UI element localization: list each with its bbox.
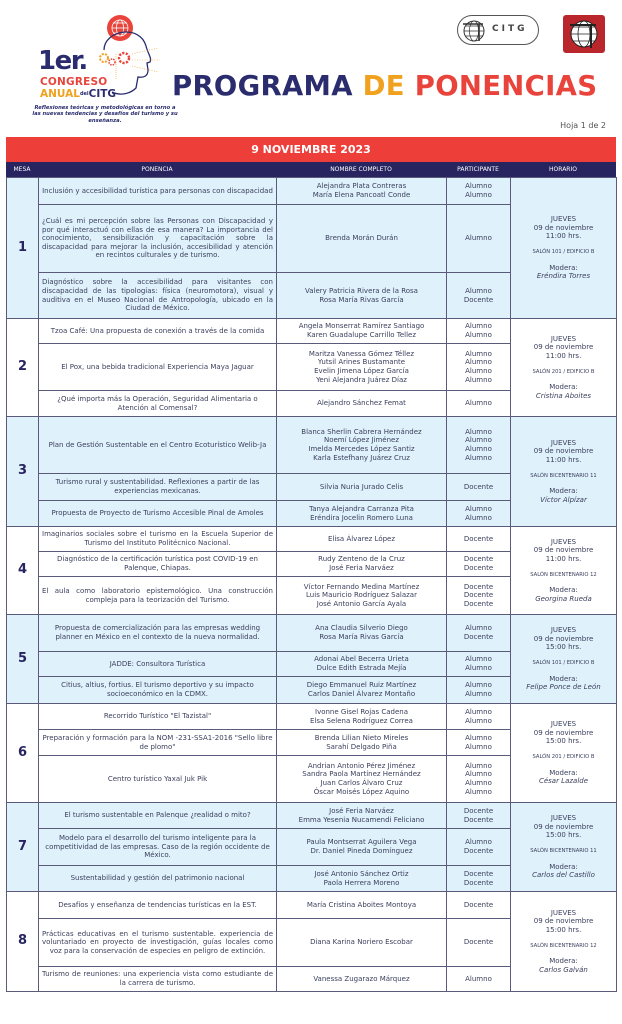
participant-names bbox=[277, 919, 447, 967]
participant-roles bbox=[447, 391, 511, 417]
moderator-name: Georgina Rueda bbox=[535, 594, 592, 603]
participant-name: José Antonio Sánchez Ortiz bbox=[314, 869, 409, 878]
participant-name: Juan Carlos Álvaro Cruz bbox=[320, 779, 403, 787]
participant-roles bbox=[447, 344, 511, 391]
mesa-number: 2 bbox=[7, 319, 39, 417]
ponencia-title: Desafíos y enseñanza de tendencias turísticas en la EST. bbox=[39, 892, 277, 919]
logo-anual-text bbox=[40, 88, 116, 100]
horario-date: 09 de noviembre bbox=[533, 447, 594, 456]
moderator-name: César Lazalde bbox=[538, 777, 589, 786]
participant-names bbox=[277, 319, 447, 344]
participant-name: Dulce Edith Estrada Mejía bbox=[316, 664, 407, 672]
table-row bbox=[7, 417, 617, 474]
participant-names bbox=[277, 527, 447, 552]
participant-role: Alumno bbox=[465, 504, 492, 513]
participant-role: Docente bbox=[463, 534, 494, 543]
ponencia-title: Tzoa Café: Una propuesta de conexión a través de la comida bbox=[39, 319, 277, 344]
ponencia-title: Plan de Gestión Sustentable en el Centro Ecoturístico Welib-Ja bbox=[39, 417, 277, 474]
mesa-number: 7 bbox=[7, 803, 39, 892]
participant-name: Adonai Abel Becerra Urieta bbox=[314, 655, 409, 664]
ponencia-title: Preparación y formación para la NOM -231-SSA1-2016 "Sello libre de plomo" bbox=[39, 730, 277, 756]
moderator-label: Modera: bbox=[549, 383, 578, 392]
participant-name: Rosa María Rivas García bbox=[319, 295, 404, 304]
moderator-label: Modera: bbox=[549, 263, 578, 272]
ponencia-title: JADDE: Consultora Turística bbox=[39, 652, 277, 677]
table-row bbox=[7, 704, 617, 730]
horario-salon: SALÓN BICENTENARIO 12 bbox=[530, 942, 597, 949]
participant-name: Alejandro Sánchez Femat bbox=[317, 399, 406, 408]
mesa-number: 5 bbox=[7, 615, 39, 704]
participant-name: Evelin Jimena López García bbox=[314, 367, 409, 375]
participant-names bbox=[277, 756, 447, 803]
horario-time: 15:00 hrs. bbox=[545, 737, 582, 746]
participant-role: Docente bbox=[463, 900, 494, 909]
participant-name: Karen Guadalupe Carrillo Tellez bbox=[306, 331, 417, 339]
participant-names bbox=[277, 391, 447, 417]
ponencia-title: Diagnóstico de la certificación turística post COVID-19 en Palenque, Chiapas. bbox=[39, 552, 277, 577]
participant-name: Emma Yesenia Nucamendi Feliciano bbox=[298, 815, 425, 824]
participant-role: Alumno bbox=[465, 690, 492, 698]
table-row bbox=[7, 615, 617, 652]
participant-name: Angela Monserrat Ramírez Santiago bbox=[298, 322, 425, 331]
horario-salon: SALÓN 101 / EDIFICIO B bbox=[532, 249, 595, 255]
ponencia-title: Propuesta de Proyecto de Turismo Accesible Pinal de Amoles bbox=[39, 501, 277, 527]
page-title bbox=[172, 70, 597, 102]
participant-role: Docente bbox=[463, 633, 494, 641]
participant-roles bbox=[447, 552, 511, 577]
ponencia-title: Turismo de reuniones: una experiencia vista como estudiante de la carrera de turismo. bbox=[39, 967, 277, 992]
mesa-number: 8 bbox=[7, 892, 39, 992]
participant-roles bbox=[447, 866, 511, 892]
participant-role: Alumno bbox=[465, 513, 492, 522]
ponencia-title: ¿Qué importa más la Operación, Seguridad Alimentaria o Atención al Comensal? bbox=[39, 391, 277, 417]
participant-name: Brenda Morán Durán bbox=[325, 234, 398, 243]
participant-role: Alumno bbox=[465, 331, 492, 339]
participant-name: Sandra Paola Martínez Hernández bbox=[302, 770, 421, 779]
participant-roles bbox=[447, 615, 511, 652]
participant-name: María Elena Pancoatl Conde bbox=[312, 191, 411, 199]
moderator-name: Carlos Galván bbox=[539, 965, 588, 974]
participant-role: Alumno bbox=[465, 838, 492, 847]
horario-date: 09 de noviembre bbox=[533, 728, 594, 737]
horario-time: 11:00 hrs. bbox=[545, 351, 582, 360]
participant-names bbox=[277, 178, 447, 205]
participant-name: José Feria Narváez bbox=[329, 806, 394, 815]
participant-name: Víctor Fernando Medina Martínez bbox=[303, 582, 420, 591]
participant-name: Carlos Daniel Álvarez Montaño bbox=[307, 690, 416, 698]
horario-day: JUEVES bbox=[550, 626, 577, 635]
title-ponencias: PONENCIAS bbox=[414, 70, 598, 102]
moderator-label: Modera: bbox=[549, 487, 578, 496]
participant-roles bbox=[447, 919, 511, 967]
participant-roles bbox=[447, 474, 511, 501]
moderator-label: Modera: bbox=[549, 768, 578, 777]
participant-names bbox=[277, 615, 447, 652]
horario-salon: SALÓN 201 / EDIFICIO B bbox=[532, 754, 595, 760]
participant-names bbox=[277, 577, 447, 615]
participant-role: Alumno bbox=[465, 624, 492, 633]
ponencia-title: Inclusión y accesibilidad turística para personas con discapacidad bbox=[39, 178, 277, 205]
col-header-ponencia: PONENCIA bbox=[141, 166, 173, 173]
participant-names bbox=[277, 273, 447, 319]
participant-name: José Antonio García Ayala bbox=[316, 599, 407, 608]
participant-roles bbox=[447, 756, 511, 803]
participant-roles bbox=[447, 892, 511, 919]
date-banner: 9 NOVIEMBRE 2023 bbox=[6, 137, 616, 162]
participant-name: Yutsil Arines Bustamante bbox=[317, 358, 406, 367]
horario-time: 15:00 hrs. bbox=[545, 925, 582, 934]
participant-name: Silvia Nuria Jurado Celis bbox=[319, 482, 404, 491]
participant-name: Imelda Mercedes López Santiz bbox=[308, 445, 415, 453]
participant-role: Alumno bbox=[465, 770, 492, 779]
horario-salon: SALÓN BICENTENARIO 12 bbox=[530, 571, 597, 578]
participant-roles bbox=[447, 829, 511, 866]
participant-role: Docente bbox=[463, 938, 494, 947]
horario-day: JUEVES bbox=[550, 908, 577, 917]
page-indicator: Hoja 1 de 2 bbox=[560, 121, 606, 130]
ponencia-title: El turismo sustentable en Palenque ¿realidad o mito? bbox=[39, 803, 277, 829]
horario-time: 11:00 hrs. bbox=[545, 455, 582, 464]
column-headers bbox=[6, 162, 616, 177]
schedule-body bbox=[6, 177, 617, 992]
participant-names bbox=[277, 205, 447, 273]
participant-name: Vanessa Zugarazo Márquez bbox=[313, 974, 410, 983]
participant-role: Docente bbox=[463, 847, 494, 855]
horario-day: JUEVES bbox=[550, 334, 577, 343]
participant-role: Alumno bbox=[465, 716, 492, 725]
participant-role: Docente bbox=[463, 869, 494, 878]
participant-role: Alumno bbox=[465, 761, 492, 770]
ponencia-title: Imaginarios sociales sobre el turismo en la Escuela Superior de Turismo del Instituto Politécnico Nacional. bbox=[39, 527, 277, 552]
participant-name: Maritza Vanessa Gómez Téllez bbox=[308, 349, 415, 358]
horario-cell bbox=[511, 892, 617, 992]
participant-role: Alumno bbox=[465, 779, 492, 787]
col-header-horario: HORARIO bbox=[549, 166, 577, 173]
ponencia-title: Diagnóstico sobre la accesibilidad para visitantes con discapacidad de las tipologías: física (neuromotora), visual y auditiva en el Museo Nacional de Antropología, ubicado en la Ciudad de México. bbox=[39, 273, 277, 319]
horario-cell bbox=[511, 319, 617, 417]
participant-role: Docente bbox=[463, 482, 494, 491]
participant-role: Alumno bbox=[465, 375, 492, 384]
participant-role: Alumno bbox=[465, 436, 492, 445]
participant-role: Alumno bbox=[465, 742, 492, 751]
horario-day: JUEVES bbox=[550, 720, 577, 729]
participant-names bbox=[277, 677, 447, 704]
globe-icon bbox=[461, 19, 487, 43]
congress-logo bbox=[30, 10, 178, 128]
participant-roles bbox=[447, 178, 511, 205]
horario-cell bbox=[511, 527, 617, 615]
ipn-logo bbox=[563, 15, 605, 53]
citg-logo bbox=[457, 15, 539, 45]
participant-name: Paula Montserrat Aguilera Vega bbox=[306, 838, 417, 847]
participant-role: Docente bbox=[463, 806, 494, 815]
participant-role: Alumno bbox=[465, 733, 492, 742]
participant-role: Alumno bbox=[465, 655, 492, 664]
participant-name: Karla Estefhany Juárez Cruz bbox=[313, 453, 410, 462]
horario-date: 09 de noviembre bbox=[533, 822, 594, 831]
participant-roles bbox=[447, 704, 511, 730]
logo-ordinal: 1er. bbox=[38, 46, 87, 76]
table-row bbox=[7, 527, 617, 552]
table-row bbox=[7, 319, 617, 344]
participant-role: Alumno bbox=[465, 399, 492, 408]
participant-names bbox=[277, 652, 447, 677]
table-row bbox=[7, 803, 617, 829]
participant-role: Docente bbox=[463, 564, 494, 572]
participant-roles bbox=[447, 205, 511, 273]
participant-role: Alumno bbox=[465, 191, 492, 199]
horario-day: JUEVES bbox=[550, 537, 577, 546]
participant-role: Alumno bbox=[465, 445, 492, 453]
mesa-number: 6 bbox=[7, 704, 39, 803]
moderator-label: Modera: bbox=[549, 586, 578, 595]
participant-names bbox=[277, 474, 447, 501]
ponencia-title: Propuesta de comercialización para las empresas wedding planner en México en el contexto de la nueva normalidad. bbox=[39, 615, 277, 652]
ponencia-title: Turismo rural y sustentabilidad. Reflexiones a partir de las experiencias mexicanas. bbox=[39, 474, 277, 501]
participant-role: Docente bbox=[463, 555, 494, 564]
participant-name: José Feria Narváez bbox=[329, 564, 394, 572]
participant-roles bbox=[447, 652, 511, 677]
table-row bbox=[7, 178, 617, 205]
horario-time: 15:00 hrs. bbox=[545, 831, 582, 840]
participant-role: Docente bbox=[463, 815, 494, 824]
moderator-name: Cristina Aboites bbox=[535, 391, 592, 400]
horario-time: 15:00 hrs. bbox=[545, 643, 582, 652]
horario-time: 11:00 hrs. bbox=[545, 554, 582, 563]
participant-name: Tanya Alejandra Carranza Pita bbox=[309, 504, 414, 513]
participant-role: Alumno bbox=[465, 664, 492, 672]
participant-roles bbox=[447, 417, 511, 474]
logo-tagline: Reflexiones teóricas y metodológicas en torno a las nuevas tendencias y desafíos del turismo y su enseñanza. bbox=[32, 105, 178, 124]
participant-role: Docente bbox=[463, 599, 494, 608]
participant-role: Docente bbox=[463, 582, 494, 591]
participant-names bbox=[277, 829, 447, 866]
col-header-participante: PARTICIPANTE bbox=[457, 166, 499, 173]
ponencia-title: El aula como laboratorio epistemológico. Una construcción compleja para la teorización del Turismo. bbox=[39, 577, 277, 615]
ponencia-title: Citius, altius, fortius. El turismo deportivo y su impacto socioeconómico en la CDMX. bbox=[39, 677, 277, 704]
participant-role: Alumno bbox=[465, 358, 492, 367]
ponencia-title: Sustentabilidad y gestión del patrimonio nacional bbox=[39, 866, 277, 892]
participant-names bbox=[277, 730, 447, 756]
moderator-name: Víctor Alpízar bbox=[540, 495, 587, 504]
participant-roles bbox=[447, 803, 511, 829]
mesa-number: 4 bbox=[7, 527, 39, 615]
participant-name: Diana Karina Noriero Escobar bbox=[310, 938, 413, 947]
horario-day: JUEVES bbox=[550, 438, 577, 447]
moderator-name: Carlos del Castillo bbox=[532, 871, 595, 880]
participant-role: Alumno bbox=[465, 322, 492, 331]
participant-names bbox=[277, 501, 447, 527]
moderator-label: Modera: bbox=[549, 862, 578, 871]
participant-role: Alumno bbox=[465, 349, 492, 358]
horario-cell bbox=[511, 803, 617, 892]
participant-name: Luis Mauricio Rodríguez Salazar bbox=[306, 591, 417, 600]
horario-time: 11:00 hrs. bbox=[545, 232, 582, 241]
participant-roles bbox=[447, 677, 511, 704]
moderator-name: Felipe Ponce de León bbox=[526, 683, 601, 692]
participant-role: Alumno bbox=[465, 286, 492, 295]
ponencia-title: ¿Cuál es mi percepción sobre las Personas con Discapacidad y por qué interactuó con ellas de esa manera? La importancia del conocimiento, sensibilización y capacitación sobre la discapacidad para mejorar la inclusión, accesibilidad y atención en recintos culturales y de turismo. bbox=[39, 205, 277, 273]
participant-roles bbox=[447, 730, 511, 756]
participant-name: Paola Herrera Moreno bbox=[323, 878, 400, 887]
title-programa: PROGRAMA bbox=[172, 70, 353, 102]
participant-role: Docente bbox=[463, 591, 494, 600]
participant-roles bbox=[447, 527, 511, 552]
horario-salon: SALÓN BICENTENARIO 11 bbox=[530, 472, 597, 479]
participant-name: Óscar Moisés López Aquino bbox=[313, 787, 410, 796]
logo-citg: CITG bbox=[88, 88, 117, 100]
horario-date: 09 de noviembre bbox=[533, 223, 594, 232]
participant-name: Rudy Zenteno de la Cruz bbox=[318, 555, 405, 564]
participant-role: Alumno bbox=[465, 427, 492, 436]
participant-names bbox=[277, 967, 447, 992]
participant-name: Rosa María Rivas García bbox=[319, 633, 404, 641]
logo-anual: ANUAL bbox=[40, 88, 80, 100]
participant-roles bbox=[447, 273, 511, 319]
participant-name: Andrian Antonio Pérez Jiménez bbox=[307, 761, 416, 770]
participant-name: Yeni Alejandra Juárez Díaz bbox=[316, 375, 407, 384]
participant-names bbox=[277, 417, 447, 474]
participant-names bbox=[277, 552, 447, 577]
mesa-number: 1 bbox=[7, 178, 39, 319]
participant-name: Blanca Sherlin Cabrera Hernández bbox=[301, 427, 422, 436]
horario-date: 09 de noviembre bbox=[533, 546, 594, 555]
globe-icon bbox=[568, 18, 600, 50]
horario-cell bbox=[511, 615, 617, 704]
citg-logo-text: CITG bbox=[492, 24, 528, 34]
participant-role: Docente bbox=[463, 295, 494, 304]
title-de: DE bbox=[362, 70, 405, 102]
participant-roles bbox=[447, 967, 511, 992]
horario-cell bbox=[511, 417, 617, 527]
participant-names bbox=[277, 704, 447, 730]
participant-names bbox=[277, 866, 447, 892]
participant-role: Alumno bbox=[465, 367, 492, 375]
participant-name: Ana Claudia Silverio Diego bbox=[315, 624, 408, 633]
moderator-name: Eréndira Torres bbox=[536, 272, 591, 281]
participant-name: Elisa Álvarez López bbox=[327, 534, 396, 543]
participant-name: Brenda Lilian Nieto Mireles bbox=[314, 733, 409, 742]
col-header-nombre: NOMBRE COMPLETO bbox=[330, 166, 392, 173]
horario-cell bbox=[511, 178, 617, 319]
moderator-label: Modera: bbox=[549, 674, 578, 683]
col-header-mesa: MESA bbox=[13, 166, 31, 173]
participant-names bbox=[277, 892, 447, 919]
ponencia-title: Prácticas educativas en el turismo sustentable. experiencia de voluntariado en proyecto de investigación, guías locales como voz para la conservación de especies en peligro de extinción. bbox=[39, 919, 277, 967]
horario-salon: SALÓN 201 / EDIFICIO B bbox=[532, 368, 595, 375]
horario-salon: SALÓN BICENTENARIO 11 bbox=[530, 848, 597, 854]
ponencia-title: Centro turístico Yaxal Juk Pik bbox=[39, 756, 277, 803]
participant-name: Valery Patricia Rivera de la Rosa bbox=[305, 286, 418, 295]
horario-date: 09 de noviembre bbox=[533, 917, 594, 926]
participant-role: Docente bbox=[463, 878, 494, 887]
participant-roles bbox=[447, 501, 511, 527]
participant-role: Alumno bbox=[465, 787, 492, 796]
participant-role: Alumno bbox=[465, 707, 492, 716]
horario-day: JUEVES bbox=[550, 814, 577, 823]
participant-role: Alumno bbox=[465, 234, 492, 243]
page-header bbox=[0, 0, 622, 136]
participant-roles bbox=[447, 577, 511, 615]
horario-cell bbox=[511, 704, 617, 803]
participant-name: Elsa Selena Rodríguez Correa bbox=[310, 716, 413, 725]
ponencia-title: Recorrido Turístico "El Tazistal" bbox=[39, 704, 277, 730]
logo-del: del bbox=[79, 91, 89, 97]
participant-name: Sarahí Delgado Piña bbox=[326, 742, 397, 751]
table-row bbox=[7, 892, 617, 919]
participant-name: Alejandra Plata Contreras bbox=[316, 182, 407, 191]
participant-role: Alumno bbox=[465, 182, 492, 191]
participant-names bbox=[277, 803, 447, 829]
participant-name: Diego Emmanuel Ruiz Martínez bbox=[306, 681, 417, 690]
participant-name: Ivonne Gisel Rojas Cadena bbox=[315, 707, 408, 716]
ponencia-title: El Pox, una bebida tradicional Experiencia Maya Jaguar bbox=[39, 344, 277, 391]
participant-role: Alumno bbox=[465, 453, 492, 462]
mesa-number: 3 bbox=[7, 417, 39, 527]
participant-name: Dr. Daniel Pineda Domínguez bbox=[310, 847, 413, 855]
participant-role: Alumno bbox=[465, 974, 492, 983]
participant-roles bbox=[447, 319, 511, 344]
moderator-label: Modera: bbox=[549, 957, 578, 966]
horario-day: JUEVES bbox=[550, 215, 577, 224]
schedule-table bbox=[6, 137, 616, 992]
participant-role: Alumno bbox=[465, 681, 492, 690]
horario-salon: SALÓN 101 / EDIFICIO B bbox=[532, 660, 595, 666]
participant-names bbox=[277, 344, 447, 391]
horario-date: 09 de noviembre bbox=[533, 634, 594, 643]
logo-congreso-text: CONGRESO bbox=[40, 76, 108, 88]
ponencia-title: Modelo para el desarrollo del turismo inteligente para la competitividad de las empresas. Caso de la región occidente de México. bbox=[39, 829, 277, 866]
participant-name: Eréndira Jocelin Romero Luna bbox=[310, 513, 413, 522]
participant-name: María Cristina Aboites Montoya bbox=[306, 900, 417, 909]
participant-name: Noemí López Jiménez bbox=[323, 436, 400, 445]
horario-date: 09 de noviembre bbox=[533, 343, 594, 352]
